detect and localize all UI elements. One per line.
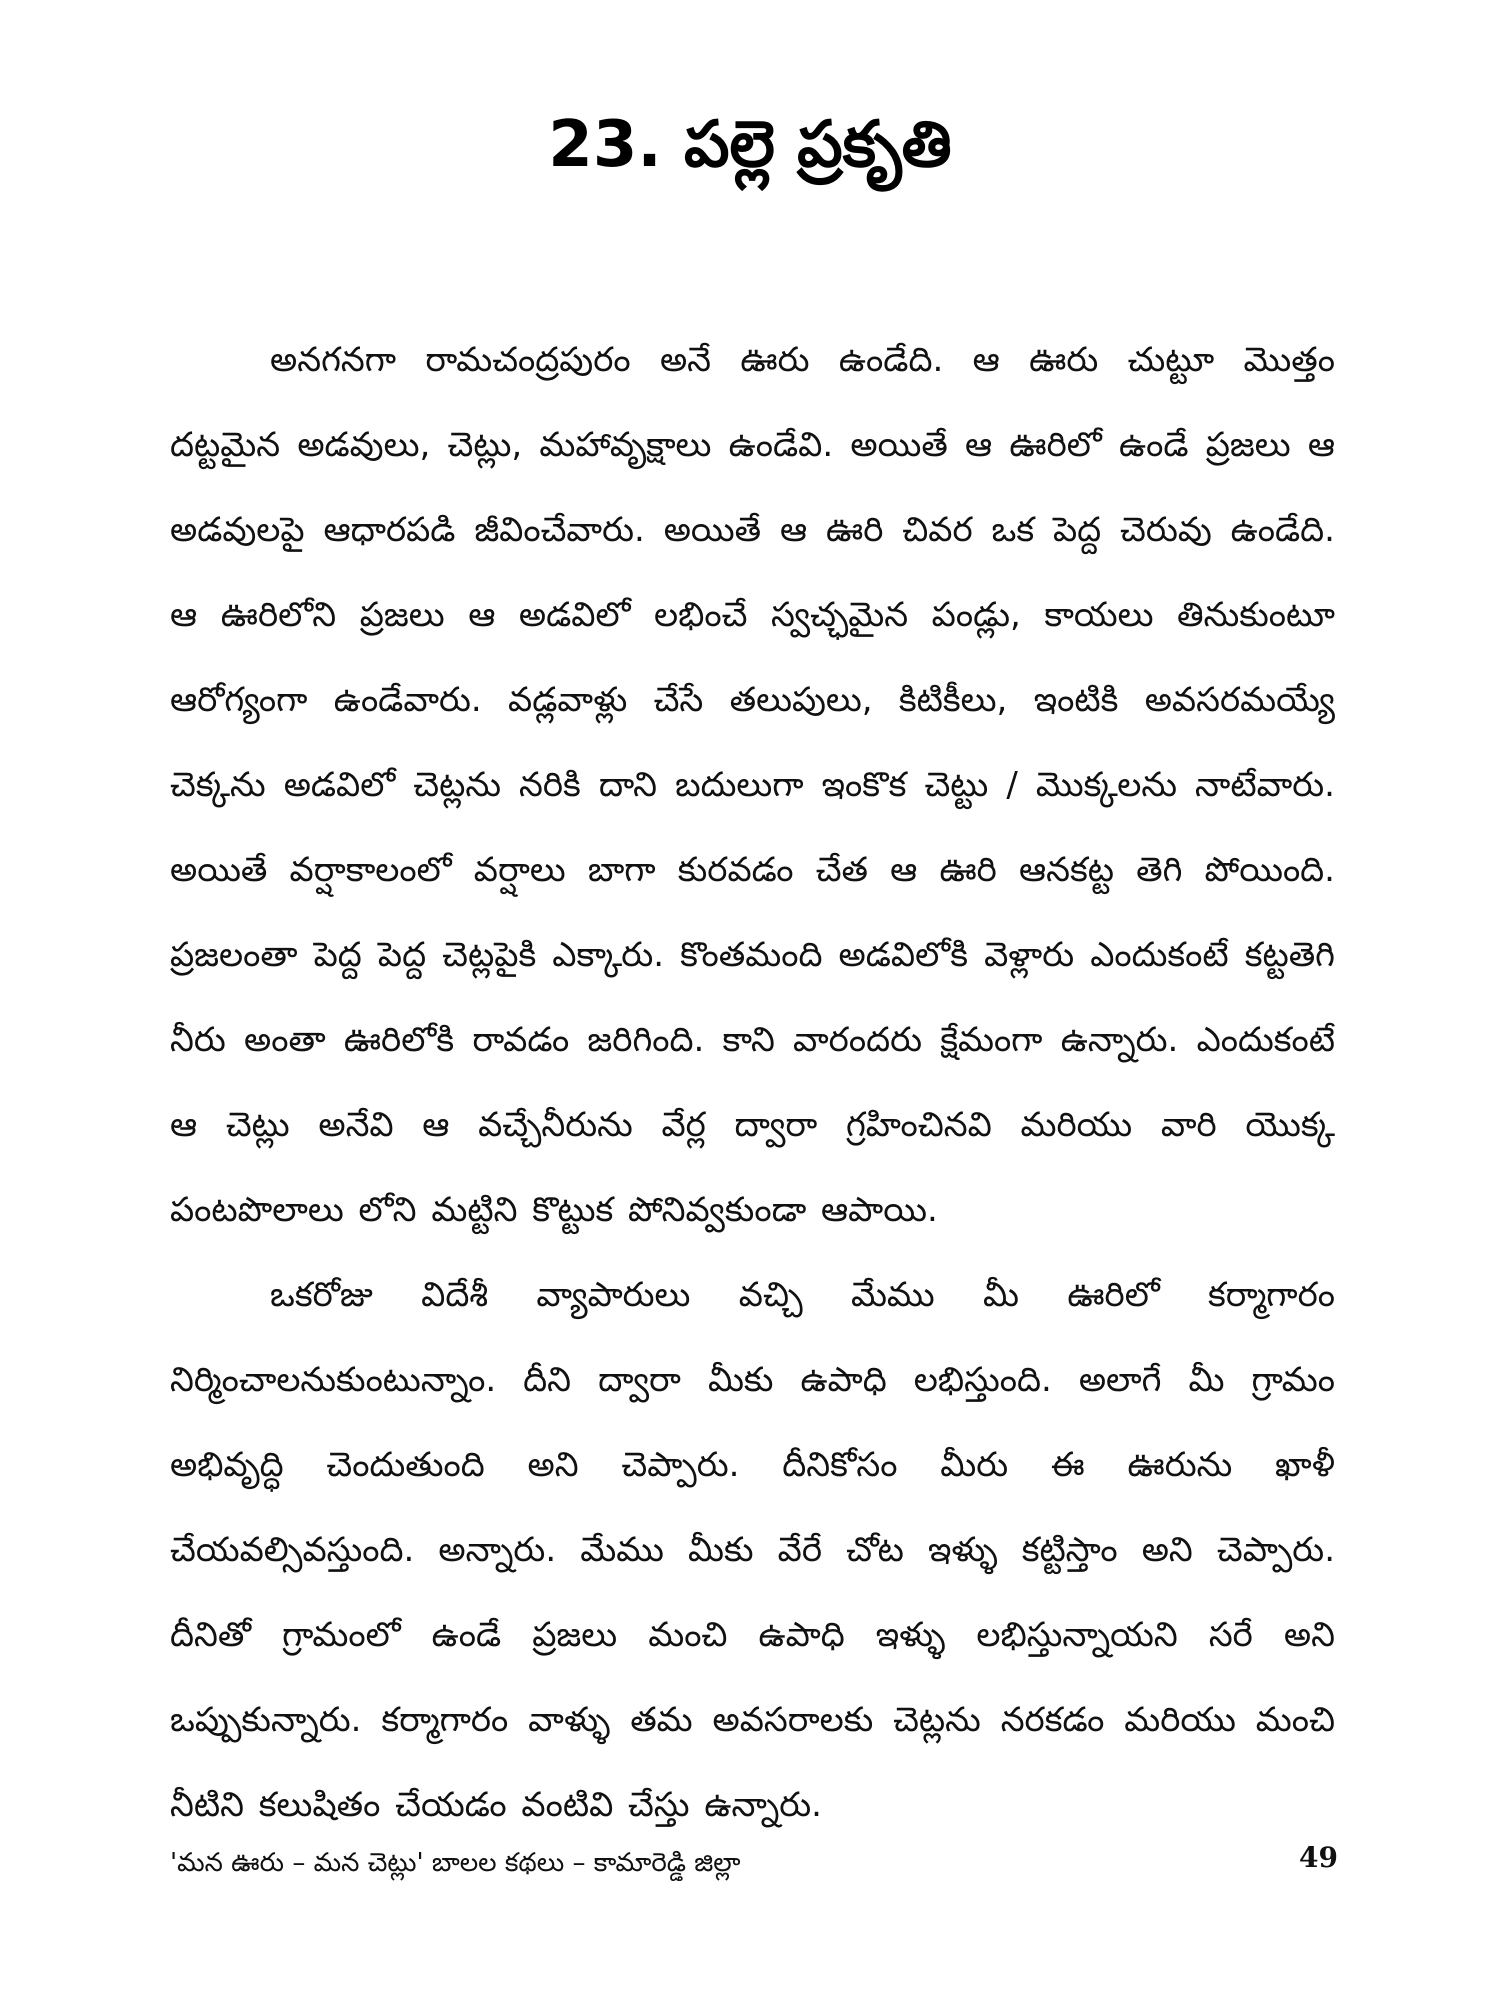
chapter-title: 23. పల్లె ప్రకృతి (548, 108, 952, 182)
footer-book-title: 'మన ఊరు – మన చెట్లు' బాలల కథలు – కామారెడ్డి జిల్లా (170, 1848, 741, 1878)
paragraph-1: అనగనగా రామచంద్రపురం అనే ఊరు ఉండేది. ఆ ఊరు చుట్టూ మొత్తం దట్టమైన అడవులు, చెట్లు, మహావృక్షాలు ఉండేవి. అయితే ఆ ఊరిలో ఉండే ప్రజలు ఆ అడవులపై ఆధారపడి జీవించేవారు. అయితే ఆ ఊరి చివర ఒక పెద్ద చెరువు ఉండేది. ఆ ఊరిలోని ప్రజలు ఆ అడవిలో లభించే స్వచ్ఛమైన పండ్లు, కాయలు తినుకుంటూ ఆరోగ్యంగా ఉండేవారు. వడ్లవాళ్లు చేసే తలుపులు, కిటికీలు, ఇంటికి అవసరమయ్యే చెక్కను అడవిలో చెట్లను నరికి దాని బదులుగా ఇంకొక చెట్టు / మొక్కలను నాటేవారు. అయితే వర్షాకాలంలో వర్షాలు బాగా కురవడం చేత ఆ ఊరి ఆనకట్ట తెగి పోయింది. ప్రజలంతా పెద్ద పెద్ద చెట్లపైకి ఎక్కారు. కొంతమంది అడవిలోకి వెళ్లారు ఎందుకంటే కట్టతెగి నీరు అంతా ఊరిలోకి రావడం జరిగింది. కాని వారందరు క్షేమంగా ఉన్నారు. ఎందుకంటే ఆ చెట్లు అనేవి ఆ వచ్చేనీరును వేర్ల ద్వారా గ్రహించినవి మరియు వారి యొక్క పంటపొలాలు లోని మట్టిని కొట్టుక పోనివ్వకుండా ఆపాయి. (170, 340, 1335, 1230)
story-body (170, 318, 1335, 1848)
paragraph-2: ఒకరోజు విదేశీ వ్యాపారులు వచ్చి మేము మీ ఊరిలో కర్మాగారం నిర్మించాలనుకుంటున్నాం. దీని ద్వారా మీకు ఉపాధి లభిస్తుంది. అలాగే మీ గ్రామం అభివృద్ధి చెందుతుంది అని చెప్పారు. దీనికోసం మీరు ఈ ఊరును ఖాళీ చేయవల్సివస్తుంది. అన్నారు. మేము మీకు వేరే చోట ఇళ్ళు కట్టిస్తాం అని చెప్పారు. దీనితో గ్రామంలో ఉండే ప్రజలు మంచి ఉపాధి ఇళ్ళు లభిస్తున్నాయని సరే అని ఒప్పుకున్నారు. కర్మాగారం వాళ్ళు తమ అవసరాలకు చెట్లను నరకడం మరియు మంచి నీటిని కలుషితం చేయడం వంటివి చేస్తు ఉన్నారు. (170, 1275, 1335, 1825)
page-number: 49 (1299, 1841, 1338, 1874)
